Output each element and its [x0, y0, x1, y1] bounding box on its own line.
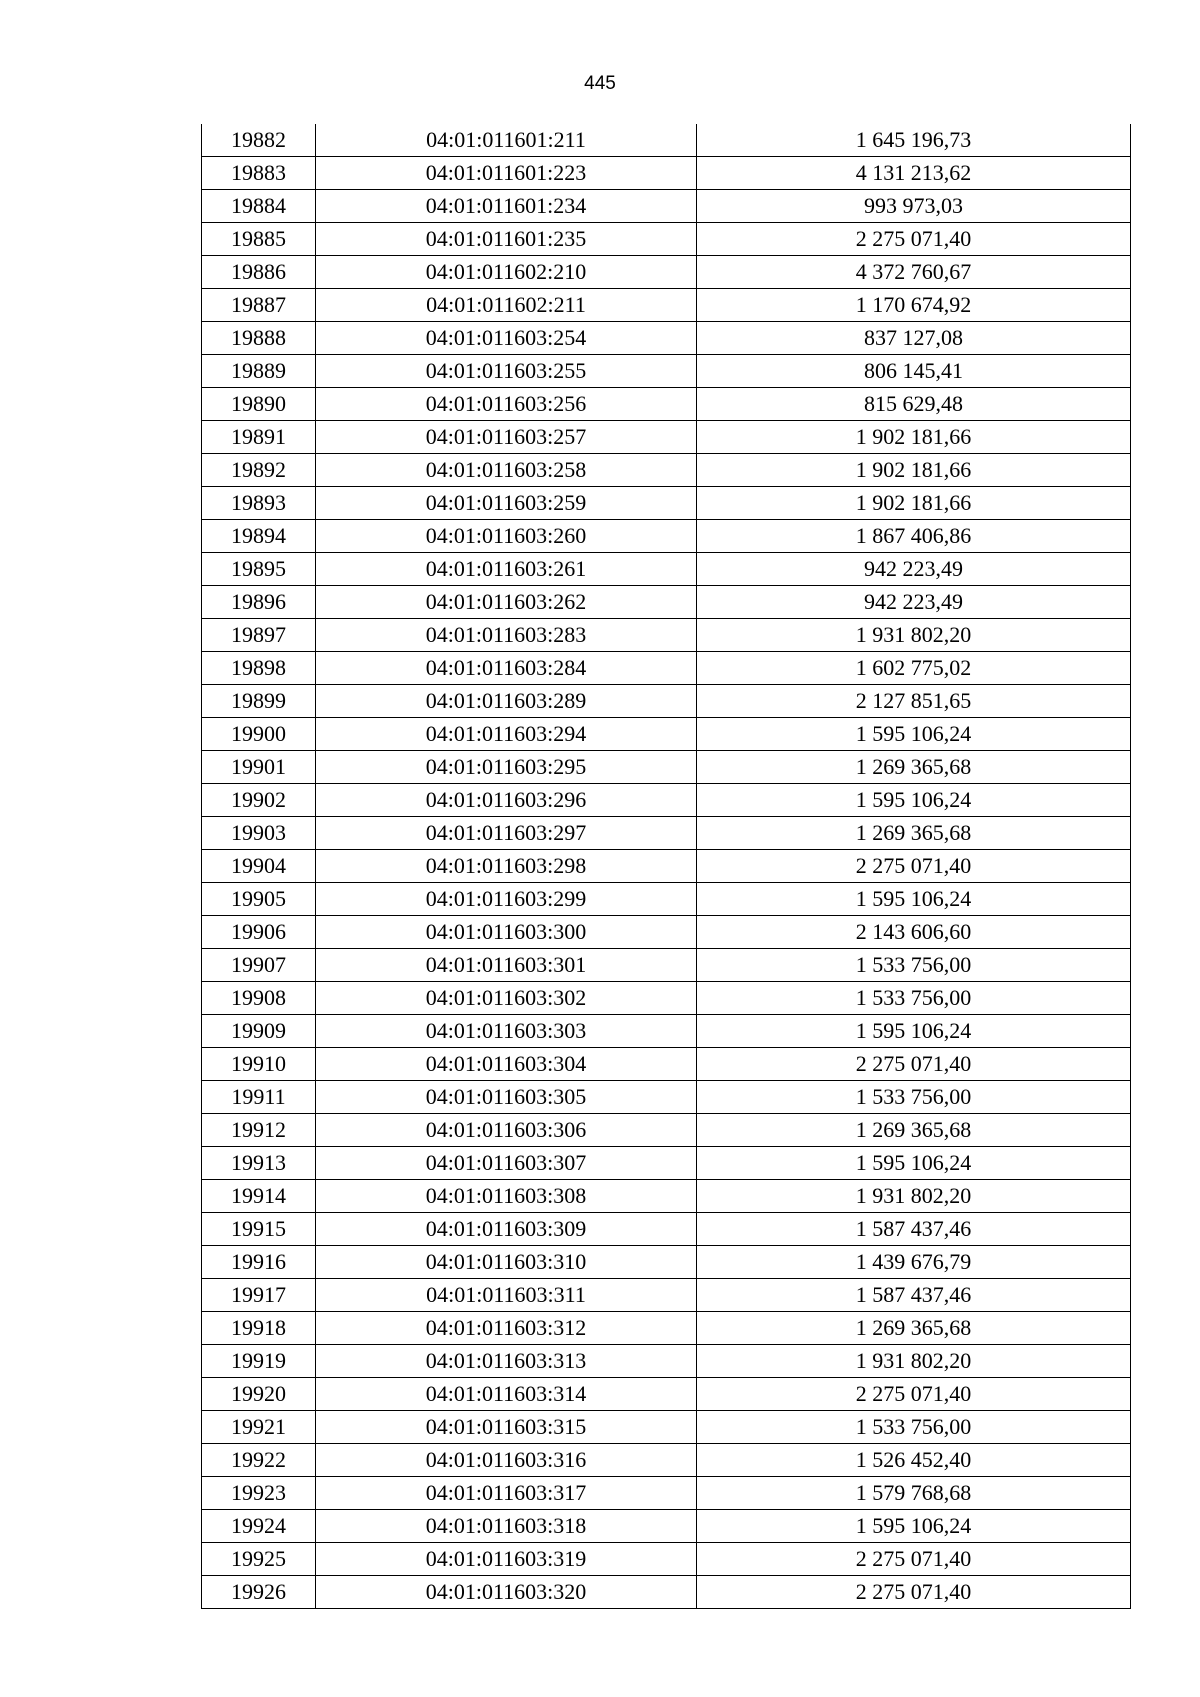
- cadastral-value-cell: 993 973,03: [697, 190, 1131, 223]
- page-number: 445: [584, 73, 616, 94]
- table-row: [202, 751, 1131, 784]
- table-row: [202, 1345, 1131, 1378]
- cadastral-value-cell: 1 902 181,66: [697, 421, 1131, 454]
- cadastral-number-cell: 04:01:011603:259: [316, 487, 697, 520]
- cadastral-number-cell: 04:01:011603:295: [316, 751, 697, 784]
- cadastral-number-cell: 04:01:011603:315: [316, 1411, 697, 1444]
- row-number-cell: 19920: [202, 1378, 316, 1411]
- cadastral-value-cell: 942 223,49: [697, 553, 1131, 586]
- cadastral-number-cell: 04:01:011603:298: [316, 850, 697, 883]
- row-number-cell: 19916: [202, 1246, 316, 1279]
- row-number-cell: 19911: [202, 1081, 316, 1114]
- cadastral-number-cell: 04:01:011603:284: [316, 652, 697, 685]
- cadastral-number-cell: 04:01:011603:313: [316, 1345, 697, 1378]
- cadastral-number-cell: 04:01:011603:261: [316, 553, 697, 586]
- table-row: [202, 520, 1131, 553]
- cadastral-value-cell: 2 275 071,40: [697, 1543, 1131, 1576]
- cadastral-value-cell: 1 533 756,00: [697, 982, 1131, 1015]
- table-row: [202, 289, 1131, 322]
- cadastral-number-cell: 04:01:011603:257: [316, 421, 697, 454]
- table-row: [202, 718, 1131, 751]
- row-number-cell: 19893: [202, 487, 316, 520]
- cadastral-number-cell: 04:01:011603:316: [316, 1444, 697, 1477]
- cadastral-number-cell: 04:01:011603:302: [316, 982, 697, 1015]
- cadastral-number-cell: 04:01:011603:296: [316, 784, 697, 817]
- cadastral-value-cell: 4 372 760,67: [697, 256, 1131, 289]
- table-row: [202, 1015, 1131, 1048]
- cadastral-value-cell: 2 143 606,60: [697, 916, 1131, 949]
- cadastral-number-cell: 04:01:011603:305: [316, 1081, 697, 1114]
- row-number-cell: 19910: [202, 1048, 316, 1081]
- row-number-cell: 19917: [202, 1279, 316, 1312]
- row-number-cell: 19905: [202, 883, 316, 916]
- cadastral-number-cell: 04:01:011603:317: [316, 1477, 697, 1510]
- cadastral-number-cell: 04:01:011603:314: [316, 1378, 697, 1411]
- row-number-cell: 19890: [202, 388, 316, 421]
- table-row: [202, 652, 1131, 685]
- cadastral-value-cell: 1 902 181,66: [697, 454, 1131, 487]
- table-row: [202, 1576, 1131, 1609]
- row-number-cell: 19892: [202, 454, 316, 487]
- row-number-cell: 19897: [202, 619, 316, 652]
- row-number-cell: 19907: [202, 949, 316, 982]
- cadastral-number-cell: 04:01:011603:304: [316, 1048, 697, 1081]
- cadastral-number-cell: 04:01:011603:262: [316, 586, 697, 619]
- table-row: [202, 586, 1131, 619]
- table-row: [202, 619, 1131, 652]
- row-number-cell: 19895: [202, 553, 316, 586]
- cadastral-number-cell: 04:01:011603:308: [316, 1180, 697, 1213]
- cadastral-number-cell: 04:01:011603:301: [316, 949, 697, 982]
- table-row: [202, 223, 1131, 256]
- row-number-cell: 19915: [202, 1213, 316, 1246]
- row-number-cell: 19921: [202, 1411, 316, 1444]
- table-row: [202, 1477, 1131, 1510]
- row-number-cell: 19914: [202, 1180, 316, 1213]
- row-number-cell: 19896: [202, 586, 316, 619]
- row-number-cell: 19924: [202, 1510, 316, 1543]
- cadastral-value-cell: 1 269 365,68: [697, 1312, 1131, 1345]
- table-row: [202, 883, 1131, 916]
- table-row: [202, 982, 1131, 1015]
- table-row: [202, 256, 1131, 289]
- row-number-cell: 19902: [202, 784, 316, 817]
- row-number-cell: 19886: [202, 256, 316, 289]
- row-number-cell: 19922: [202, 1444, 316, 1477]
- cadastral-number-cell: 04:01:011601:223: [316, 157, 697, 190]
- cadastral-value-cell: 1 587 437,46: [697, 1279, 1131, 1312]
- cadastral-number-cell: 04:01:011603:310: [316, 1246, 697, 1279]
- row-number-cell: 19909: [202, 1015, 316, 1048]
- cadastral-value-cell: 1 595 106,24: [697, 784, 1131, 817]
- cadastral-value-cell: 1 533 756,00: [697, 949, 1131, 982]
- cadastral-number-cell: 04:01:011601:211: [316, 124, 697, 157]
- cadastral-value-cell: 4 131 213,62: [697, 157, 1131, 190]
- row-number-cell: 19899: [202, 685, 316, 718]
- table-row: [202, 1180, 1131, 1213]
- cadastral-number-cell: 04:01:011603:297: [316, 817, 697, 850]
- table-row: [202, 553, 1131, 586]
- cadastral-number-cell: 04:01:011603:312: [316, 1312, 697, 1345]
- cadastral-value-cell: 942 223,49: [697, 586, 1131, 619]
- cadastral-value-cell: 1 170 674,92: [697, 289, 1131, 322]
- table-row: [202, 1213, 1131, 1246]
- cadastral-number-cell: 04:01:011602:210: [316, 256, 697, 289]
- table-row: [202, 157, 1131, 190]
- row-number-cell: 19926: [202, 1576, 316, 1609]
- cadastral-value-cell: 837 127,08: [697, 322, 1131, 355]
- table-body: [202, 124, 1131, 1609]
- table-row: [202, 817, 1131, 850]
- table-row: [202, 1378, 1131, 1411]
- row-number-cell: 19900: [202, 718, 316, 751]
- table-row: [202, 949, 1131, 982]
- row-number-cell: 19903: [202, 817, 316, 850]
- table-row: [202, 190, 1131, 223]
- cadastral-value-cell: 1 595 106,24: [697, 1147, 1131, 1180]
- cadastral-number-cell: 04:01:011603:307: [316, 1147, 697, 1180]
- cadastral-value-cell: 2 275 071,40: [697, 1048, 1131, 1081]
- cadastral-value-cell: 1 533 756,00: [697, 1081, 1131, 1114]
- table-row: [202, 421, 1131, 454]
- cadastral-number-cell: 04:01:011603:258: [316, 454, 697, 487]
- table-row: [202, 1510, 1131, 1543]
- cadastral-number-cell: 04:01:011603:256: [316, 388, 697, 421]
- table-row: [202, 1048, 1131, 1081]
- row-number-cell: 19912: [202, 1114, 316, 1147]
- row-number-cell: 19925: [202, 1543, 316, 1576]
- table-row: [202, 1147, 1131, 1180]
- cadastral-value-cell: 1 931 802,20: [697, 1180, 1131, 1213]
- cadastral-value-cell: 1 602 775,02: [697, 652, 1131, 685]
- cadastral-value-cell: 1 269 365,68: [697, 1114, 1131, 1147]
- table-row: [202, 685, 1131, 718]
- cadastral-value-cell: 2 127 851,65: [697, 685, 1131, 718]
- cadastral-value-cell: 1 587 437,46: [697, 1213, 1131, 1246]
- row-number-cell: 19894: [202, 520, 316, 553]
- cadastral-value-cell: 1 931 802,20: [697, 619, 1131, 652]
- table-row: [202, 1543, 1131, 1576]
- cadastral-value-cell: 815 629,48: [697, 388, 1131, 421]
- cadastral-value-cell: 1 595 106,24: [697, 718, 1131, 751]
- cadastral-value-cell: 1 439 676,79: [697, 1246, 1131, 1279]
- cadastral-value-cell: 1 931 802,20: [697, 1345, 1131, 1378]
- cadastral-value-cell: 1 595 106,24: [697, 1510, 1131, 1543]
- cadastral-value-cell: 1 526 452,40: [697, 1444, 1131, 1477]
- table-row: [202, 487, 1131, 520]
- cadastral-number-cell: 04:01:011603:299: [316, 883, 697, 916]
- table-row: [202, 322, 1131, 355]
- cadastral-number-cell: 04:01:011601:235: [316, 223, 697, 256]
- cadastral-value-cell: 2 275 071,40: [697, 223, 1131, 256]
- row-number-cell: 19888: [202, 322, 316, 355]
- cadastral-value-cell: 1 595 106,24: [697, 883, 1131, 916]
- row-number-cell: 19891: [202, 421, 316, 454]
- table-row: [202, 454, 1131, 487]
- row-number-cell: 19898: [202, 652, 316, 685]
- row-number-cell: 19923: [202, 1477, 316, 1510]
- cadastral-number-cell: 04:01:011603:320: [316, 1576, 697, 1609]
- cadastral-value-cell: 806 145,41: [697, 355, 1131, 388]
- cadastral-number-cell: 04:01:011603:294: [316, 718, 697, 751]
- table-row: [202, 1312, 1131, 1345]
- row-number-cell: 19885: [202, 223, 316, 256]
- cadastral-value-table: [201, 124, 1131, 1609]
- table-row: [202, 850, 1131, 883]
- cadastral-number-cell: 04:01:011603:289: [316, 685, 697, 718]
- cadastral-value-cell: 1 269 365,68: [697, 751, 1131, 784]
- row-number-cell: 19889: [202, 355, 316, 388]
- row-number-cell: 19913: [202, 1147, 316, 1180]
- cadastral-number-cell: 04:01:011601:234: [316, 190, 697, 223]
- cadastral-value-cell: 1 533 756,00: [697, 1411, 1131, 1444]
- row-number-cell: 19901: [202, 751, 316, 784]
- row-number-cell: 19904: [202, 850, 316, 883]
- cadastral-value-cell: 1 867 406,86: [697, 520, 1131, 553]
- cadastral-number-cell: 04:01:011603:254: [316, 322, 697, 355]
- cadastral-number-cell: 04:01:011602:211: [316, 289, 697, 322]
- table-row: [202, 355, 1131, 388]
- cadastral-number-cell: 04:01:011603:255: [316, 355, 697, 388]
- table-row: [202, 1279, 1131, 1312]
- cadastral-number-cell: 04:01:011603:311: [316, 1279, 697, 1312]
- table-row: [202, 124, 1131, 157]
- cadastral-number-cell: 04:01:011603:306: [316, 1114, 697, 1147]
- row-number-cell: 19883: [202, 157, 316, 190]
- cadastral-value-cell: 2 275 071,40: [697, 1576, 1131, 1609]
- row-number-cell: 19887: [202, 289, 316, 322]
- row-number-cell: 19918: [202, 1312, 316, 1345]
- cadastral-value-cell: 2 275 071,40: [697, 850, 1131, 883]
- table-row: [202, 1081, 1131, 1114]
- table-row: [202, 784, 1131, 817]
- cadastral-value-cell: 1 579 768,68: [697, 1477, 1131, 1510]
- table-row: [202, 1246, 1131, 1279]
- cadastral-number-cell: 04:01:011603:318: [316, 1510, 697, 1543]
- cadastral-number-cell: 04:01:011603:309: [316, 1213, 697, 1246]
- cadastral-number-cell: 04:01:011603:260: [316, 520, 697, 553]
- cadastral-number-cell: 04:01:011603:300: [316, 916, 697, 949]
- table-row: [202, 388, 1131, 421]
- row-number-cell: 19908: [202, 982, 316, 1015]
- cadastral-value-cell: 1 645 196,73: [697, 124, 1131, 157]
- cadastral-value-cell: 1 269 365,68: [697, 817, 1131, 850]
- cadastral-number-cell: 04:01:011603:303: [316, 1015, 697, 1048]
- table-row: [202, 1411, 1131, 1444]
- table-row: [202, 1444, 1131, 1477]
- row-number-cell: 19882: [202, 124, 316, 157]
- cadastral-value-cell: 2 275 071,40: [697, 1378, 1131, 1411]
- cadastral-number-cell: 04:01:011603:319: [316, 1543, 697, 1576]
- row-number-cell: 19919: [202, 1345, 316, 1378]
- row-number-cell: 19884: [202, 190, 316, 223]
- row-number-cell: 19906: [202, 916, 316, 949]
- cadastral-value-cell: 1 902 181,66: [697, 487, 1131, 520]
- cadastral-value-cell: 1 595 106,24: [697, 1015, 1131, 1048]
- cadastral-number-cell: 04:01:011603:283: [316, 619, 697, 652]
- table-row: [202, 1114, 1131, 1147]
- table-row: [202, 916, 1131, 949]
